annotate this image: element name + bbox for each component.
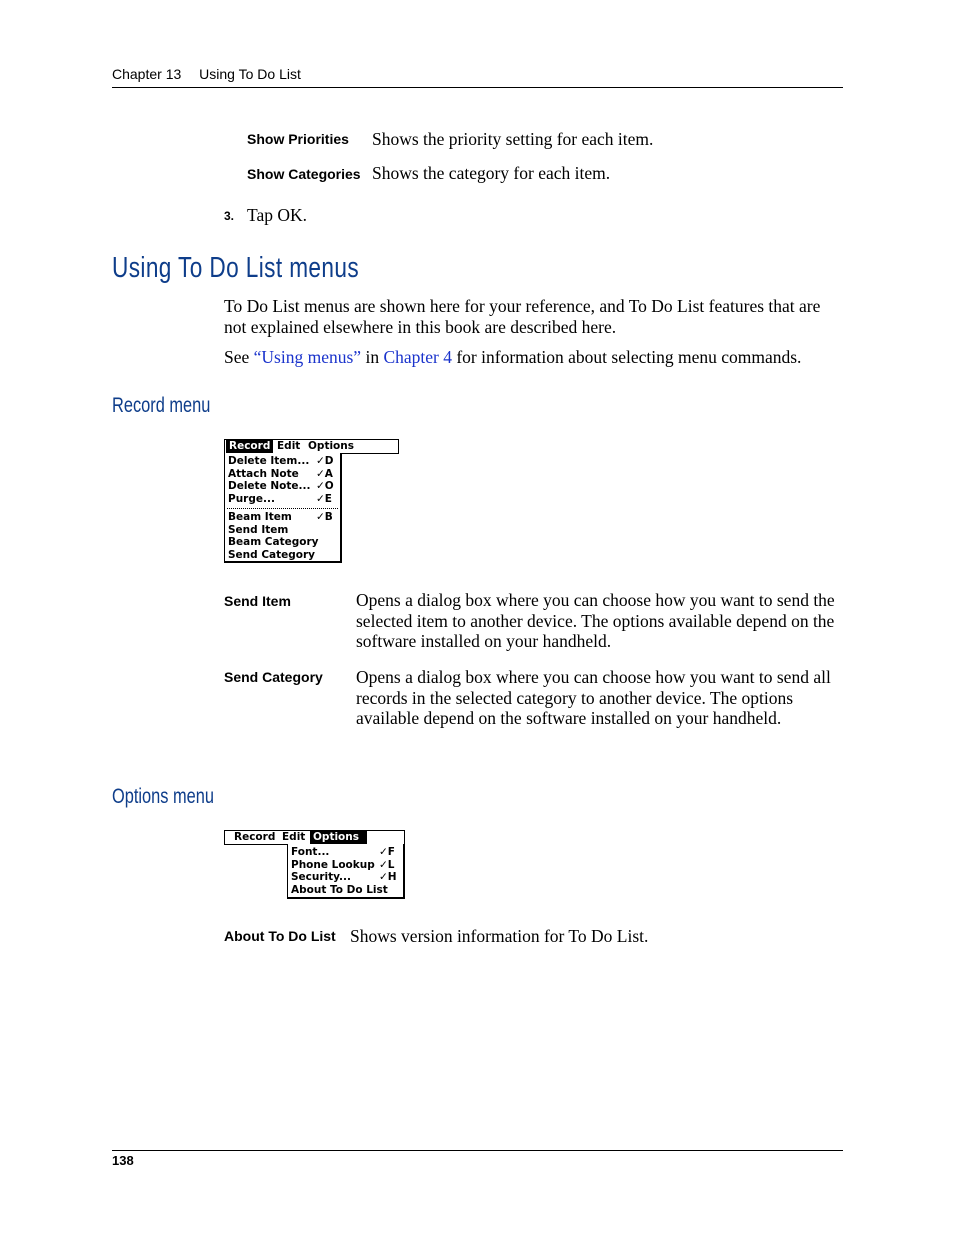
options-menu-screenshot <box>224 830 406 900</box>
desc-show-priorities: Shows the priority setting for each item. <box>372 129 654 149</box>
options-shortcut-phone-lookup: ✓L <box>379 858 395 871</box>
record-menu-separator <box>227 508 338 509</box>
options-shortcut-font: ✓F <box>379 846 395 858</box>
header-rule <box>112 87 843 88</box>
record-item-beam-category: Beam Category <box>228 536 319 548</box>
running-header <box>112 66 301 82</box>
see-also-mid: in <box>361 347 384 367</box>
section-title: Using To Do List menus <box>112 252 360 284</box>
record-shortcut-attach-note: ✓A <box>316 467 333 480</box>
options-item-about: About To Do List <box>291 883 388 896</box>
options-menubar-edit: Edit <box>282 831 306 843</box>
record-menubar <box>224 439 399 454</box>
link-using-menus[interactable]: “Using menus” <box>253 347 362 367</box>
record-item-attach-note: Attach Note <box>228 467 299 480</box>
desc-about-to-do-list: Shows version information for To Do List. <box>350 926 649 946</box>
step-text: Tap OK. <box>247 205 308 225</box>
see-also-post: for information about selecting menu commands. <box>451 347 802 367</box>
record-shortcut-delete-note: ✓O <box>316 480 334 492</box>
options-shortcut-security: ✓H <box>379 871 397 883</box>
step-number: 3. <box>224 209 235 223</box>
record-dropdown <box>224 453 342 563</box>
header-title: Using To Do List <box>199 66 301 82</box>
record-menu-heading: Record menu <box>112 394 211 417</box>
see-also-pre: See <box>224 347 254 367</box>
record-menubar-options: Options <box>308 440 354 452</box>
options-item-security: Security... <box>291 871 352 883</box>
footer-rule <box>112 1150 843 1151</box>
record-item-send-item: Send Item <box>228 523 289 536</box>
record-shortcut-purge: ✓E <box>316 492 332 505</box>
term-send-category: Send Category <box>224 669 323 685</box>
section-see-also <box>224 347 849 368</box>
section-intro: To Do List menus are shown here for your reference, and To Do List features that are not explained elsewhere in this book are described here. <box>224 296 821 337</box>
options-menubar-record: Record <box>234 831 276 843</box>
record-menubar-record: Record <box>226 440 273 453</box>
record-item-send-category: Send Category <box>228 548 316 561</box>
record-shortcut-beam-item: ✓B <box>316 511 333 523</box>
record-item-beam-item: Beam Item <box>228 511 292 523</box>
record-menu-screenshot <box>224 439 400 564</box>
page-number: 138 <box>112 1153 134 1168</box>
term-about-to-do-list: About To Do List <box>224 928 336 944</box>
options-menu-heading: Options menu <box>112 785 214 808</box>
link-chapter-4[interactable]: Chapter 4 <box>383 347 452 367</box>
options-item-font: Font... <box>291 846 330 858</box>
record-item-delete-item: Delete Item... <box>228 455 310 467</box>
options-item-phone-lookup: Phone Lookup <box>291 858 375 871</box>
desc-show-categories: Shows the category for each item. <box>372 163 611 183</box>
record-menubar-edit: Edit <box>277 440 301 452</box>
options-menubar <box>224 830 405 845</box>
term-show-priorities: Show Priorities <box>247 131 349 147</box>
options-dropdown <box>287 844 405 899</box>
record-shortcut-delete-item: ✓D <box>316 455 334 467</box>
term-send-item: Send Item <box>224 593 291 609</box>
desc-send-item: Opens a dialog box where you can choose how you want to send the selected item to another device. The options available depend on the software installed on your handheld. <box>356 590 835 651</box>
term-show-categories: Show Categories <box>247 166 361 182</box>
options-menubar-options: Options <box>310 831 367 844</box>
desc-send-category: Opens a dialog box where you can choose how you want to send all records in the selected category to another device. The options available depend on the software installed on your handheld. <box>356 667 831 728</box>
header-chapter: Chapter 13 <box>112 66 182 82</box>
record-item-purge: Purge... <box>228 492 275 505</box>
record-item-delete-note: Delete Note... <box>228 480 311 492</box>
